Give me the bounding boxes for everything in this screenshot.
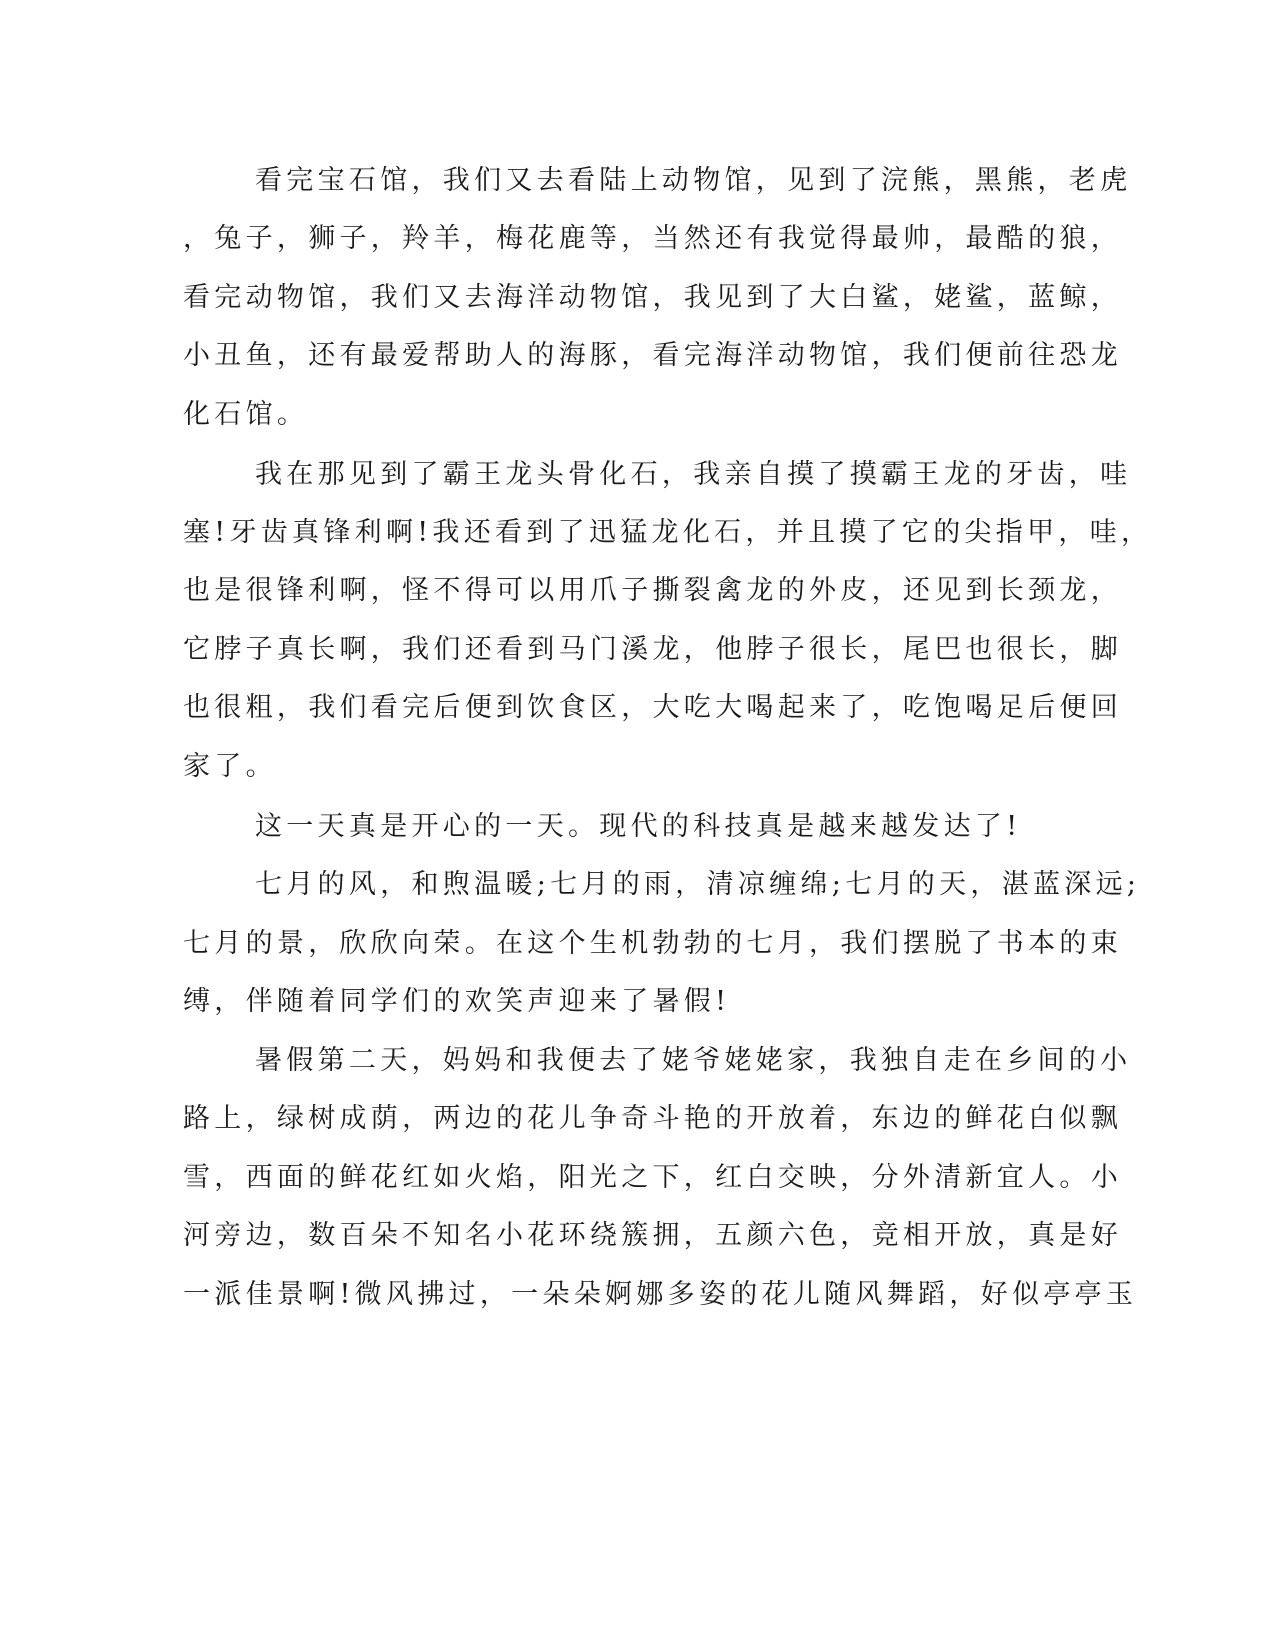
text-line: 也是很锋利啊，怪不得可以用爪子撕裂禽龙的外皮，还见到长颈龙，: [183, 575, 1122, 606]
text-line: 我在那见到了霸王龙头骨化石，我亲自摸了摸霸王龙的牙齿，哇: [255, 459, 1132, 490]
text-line: 七月的风，和煦温暖;七月的雨，清凉缠绵;七月的天，湛蓝深远;: [255, 869, 1141, 900]
text-line: 看完动物馆，我们又去海洋动物馆，我见到了大白鲨，姥鲨，蓝鲸，: [183, 282, 1122, 313]
text-line: 塞!牙齿真锋利啊!我还看到了迅猛龙化石，并且摸了它的尖指甲，哇，: [183, 517, 1153, 548]
text-line: 一派佳景啊!微风拂过，一朵朵婀娜多姿的花儿随风舞蹈，好似亭亭玉: [183, 1279, 1138, 1310]
text-line: 也很粗，我们看完后便到饮食区，大吃大喝起来了，吃饱喝足后便回: [183, 692, 1122, 723]
text-line: 化石馆。: [183, 399, 309, 430]
text-line: 雪，西面的鲜花红如火焰，阳光之下，红白交映，分外清新宜人。小: [183, 1162, 1122, 1193]
text-line: 家了。: [183, 751, 277, 782]
text-line: 路上，绿树成荫，两边的花儿争奇斗艳的开放着，东边的鲜花白似飘: [183, 1103, 1122, 1134]
text-line: ，兔子，狮子，羚羊，梅花鹿等，当然还有我觉得最帅，最酷的狼，: [183, 223, 1122, 254]
text-line: 看完宝石馆，我们又去看陆上动物馆，见到了浣熊，黑熊，老虎: [255, 165, 1132, 196]
text-line: 暑假第二天，妈妈和我便去了姥爷姥姥家，我独自走在乡间的小: [255, 1045, 1132, 1076]
text-line: 这一天真是开心的一天。现代的科技真是越来越发达了!: [255, 811, 1022, 842]
text-line: 它脖子真长啊，我们还看到马门溪龙，他脖子很长，尾巴也很长，脚: [183, 634, 1122, 665]
text-line: 七月的景，欣欣向荣。在这个生机勃勃的七月，我们摆脱了书本的束: [183, 928, 1122, 959]
text-line: 小丑鱼，还有最爱帮助人的海豚，看完海洋动物馆，我们便前往恐龙: [183, 340, 1122, 371]
text-line: 河旁边，数百朵不知名小花环绕簇拥，五颜六色，竞相开放，真是好: [183, 1220, 1122, 1251]
text-line: 缚，伴随着同学们的欢笑声迎来了暑假!: [183, 986, 731, 1017]
